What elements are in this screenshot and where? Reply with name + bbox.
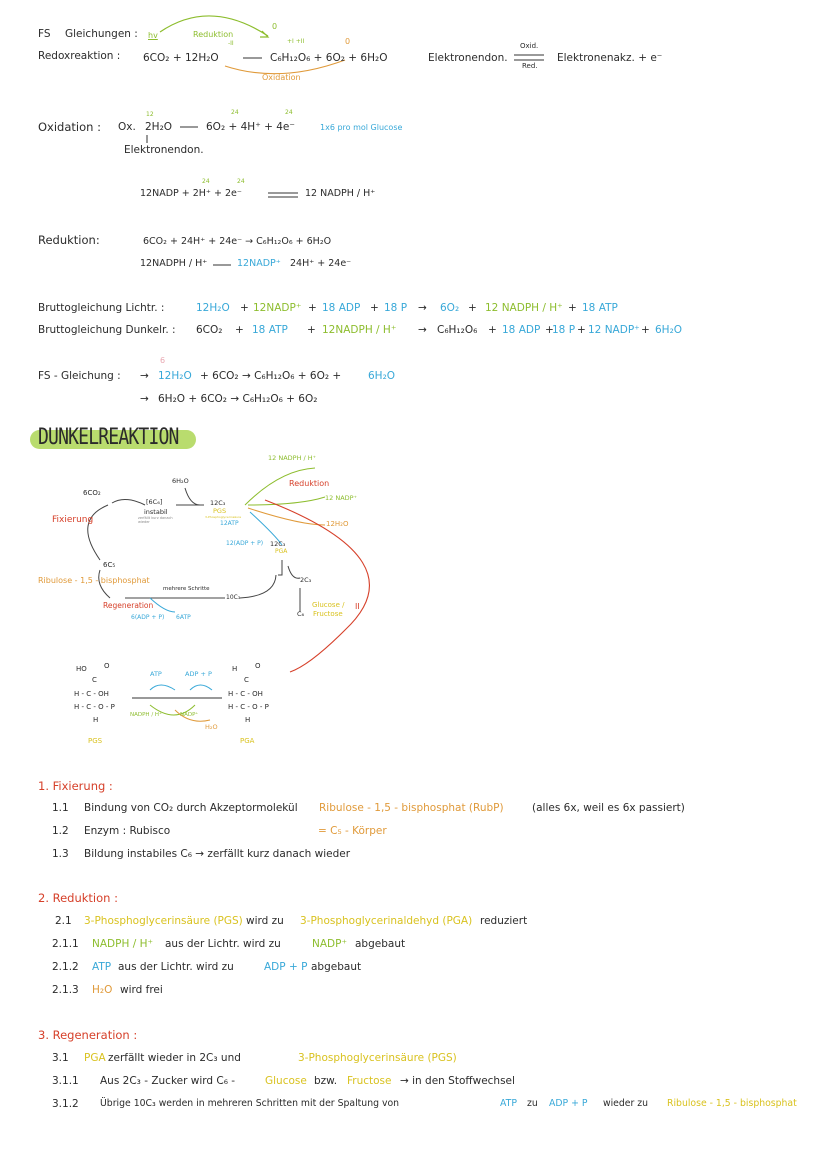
oxidation-bottom-label: Oxidation <box>262 73 301 82</box>
notes-n311-e: → in den Stoffwechsel <box>400 1075 515 1087</box>
notes-n312-e: wieder zu <box>603 1098 649 1109</box>
mol-pga-o: O <box>255 662 261 670</box>
brutto-dark-a: 6CO₂ <box>196 324 223 336</box>
notes-n11-a: Bindung von CO₂ durch Akzeptormolekül <box>84 802 298 814</box>
mol-atp: ATP <box>150 670 162 678</box>
oxidation-eq-mid: 6O₂ + 4H⁺ + 4e⁻ <box>206 121 295 133</box>
notes-n21-a: 3-Phosphoglycerinsäure (PGS) <box>84 915 243 927</box>
reduction-eq2-mid: 12NADP⁺ <box>237 258 281 269</box>
cycle-adp12: 12(ADP + P) <box>226 540 264 547</box>
notes-n212-num: 2.1.2 <box>52 961 79 973</box>
cycle-nadp-out: 12 NADP⁺ <box>325 494 358 502</box>
cycle-atp6: 6ATP <box>176 614 191 621</box>
oxid-small: Oxid. <box>520 42 539 50</box>
cycle-ribulose: Ribulose - 1,5 - bisphosphat <box>38 576 150 585</box>
notes-h1: 1. Fixierung : <box>38 779 113 793</box>
per-glucose: 1x6 pro mol Glucose <box>320 123 403 132</box>
brutto-light-a: 12H₂O <box>196 302 230 314</box>
zero-a: 0 <box>272 22 278 31</box>
mol-adp-curve <box>190 685 212 690</box>
mol-pga-h: H <box>232 665 238 673</box>
mol-pgs-row1: H - C - OH <box>74 690 109 698</box>
fixation-curve <box>88 505 108 560</box>
brutto-dark-label: Bruttogleichung Dunkelr. : <box>38 324 176 336</box>
mol-pga-c: C <box>244 676 249 684</box>
notes-h2: 2. Reduktion : <box>38 891 118 905</box>
notes-n21-num: 2.1 <box>55 915 72 927</box>
cycle-h2o-out: 12H₂O <box>326 520 349 528</box>
notes-n211-a: NADPH / H⁺ <box>92 938 154 950</box>
fs-eq1-b: + 6CO₂ → C₆H₁₂O₆ + 6O₂ + <box>200 370 342 382</box>
notes-n13-a: Bildung instabiles C₆ → zerfällt kurz danach wieder <box>84 848 351 860</box>
mol-pga-h2: H <box>245 716 251 724</box>
brutto-dark-e: 18 ADP <box>502 324 541 336</box>
notes-n31-b: zerfällt wieder in 2C₃ und <box>108 1052 241 1064</box>
brutto-dark-f: 18 P <box>552 324 576 336</box>
notes-n11-c: (alles 6x, weil es 6x passiert) <box>532 802 685 814</box>
cycle-mehrere: mehrere Schritte <box>163 586 210 592</box>
pga-down-arrow <box>278 560 282 575</box>
cycle-fructose: Fructose <box>313 610 343 618</box>
reduktion-top-label: Reduktion <box>193 30 234 39</box>
mol-o-top: O <box>104 662 110 670</box>
notes-n12-b: = C₅ - Körper <box>318 825 387 837</box>
cycle-c3-12: 12C₃ <box>210 499 226 507</box>
regen-atp-curve <box>150 598 175 612</box>
cycle-regeneration: Regeneration <box>103 601 154 610</box>
fs-label: FS <box>38 28 51 40</box>
notes-h3: 3. Regeneration : <box>38 1028 138 1042</box>
notes-n212-c: ADP + P <box>264 961 308 973</box>
cycle-c5: 6C₅ <box>103 561 116 569</box>
notes-n21-d: reduziert <box>480 915 528 927</box>
mol-pgs-c: C <box>92 676 97 684</box>
nadp-sup-a: 24 <box>202 178 210 185</box>
notes-n31-c: 3-Phosphoglycerinsäure (PGS) <box>298 1052 457 1064</box>
reduction-eq2-left: 12NADPH / H⁺ <box>140 258 208 269</box>
fs-equation-label: FS - Gleichung : <box>38 370 121 382</box>
notes-n31-num: 3.1 <box>52 1052 69 1064</box>
electron-acceptor: Elektronenakz. + e⁻ <box>557 52 663 64</box>
brutto-dark-h: 6H₂O <box>655 324 683 336</box>
notes-n211-b: aus der Lichtr. wird zu <box>165 938 281 950</box>
cycle-reduktion: Reduktion <box>289 479 330 488</box>
cycle-c3-2: 2C₃ <box>300 576 312 584</box>
cycle-instabil: instabil <box>144 508 168 516</box>
fs-six: 6 <box>160 356 166 365</box>
notes-n21-b: wird zu <box>246 915 284 927</box>
sup-24a: 24 <box>231 109 239 116</box>
notes-n13-num: 1.3 <box>52 848 69 860</box>
nadp-out-curve <box>248 497 325 505</box>
mol-pgs-h: H <box>93 716 99 724</box>
brutto-light-c: 18 ADP <box>322 302 361 314</box>
hv-label: hv <box>148 31 158 40</box>
mol-pga-label: PGA <box>240 737 255 745</box>
brutto-dark-d: C₆H₁₂O₆ <box>437 324 478 336</box>
mol-h2o: H₂O <box>205 723 218 731</box>
nadp-eq-left: 12NADP + 2H⁺ + 2e⁻ <box>140 188 242 199</box>
fs-eq1-a: 12H₂O <box>158 370 192 382</box>
reduction-eq2-right: 24H⁺ + 24e⁻ <box>290 258 352 269</box>
cycle-pgs: PGS <box>213 507 227 515</box>
sup-12: 12 <box>146 111 154 118</box>
gleichungen-label: Gleichungen : <box>65 28 138 40</box>
notes-n213-b: wird frei <box>120 984 163 996</box>
cycle-c3-10: 10C₃ <box>226 594 241 601</box>
notes-n12-a: Enzym : Rubisco <box>84 825 171 837</box>
plus-one-two: +I +II <box>287 38 305 45</box>
red-link-curve <box>265 500 369 672</box>
brutto-light-b: 12NADP⁺ <box>253 302 302 314</box>
cycle-atp12: 12ATP <box>220 520 239 527</box>
nadp-sup-b: 24 <box>237 178 245 185</box>
notes-n21-c: 3-Phosphoglycerinaldehyd (PGA) <box>300 915 473 927</box>
cycle-instabil-note: zerfällt kurz danach wieder <box>138 516 173 524</box>
brutto-dark-c: 12NADPH / H⁺ <box>322 324 397 336</box>
notes-n31-a: PGA <box>84 1052 106 1064</box>
notes-n12-num: 1.2 <box>52 825 69 837</box>
mol-pgs-row2: H - C - O - P <box>74 703 115 711</box>
cycle-roman2: II <box>355 602 360 611</box>
redox-label: Redoxreaktion : <box>38 50 121 62</box>
brutto-light-d: 18 P <box>384 302 408 314</box>
sup-24b: 24 <box>285 109 293 116</box>
mol-pga-row2: H - C - O - P <box>228 703 269 711</box>
notes-n312-c: zu <box>527 1098 538 1109</box>
notes-n212-a: ATP <box>92 961 112 973</box>
notes-n213-num: 2.1.3 <box>52 984 79 996</box>
nadp-eq-right: 12 NADPH / H⁺ <box>305 188 376 199</box>
notes-n311-b: Glucose <box>265 1075 307 1087</box>
redox-eq-right: C₆H₁₂O₆ + 6O₂ + 6H₂O <box>270 52 388 64</box>
notes-n311-d: Fructose <box>347 1075 392 1087</box>
notes-n211-num: 2.1.1 <box>52 938 79 950</box>
mol-adp-p: ADP + P <box>185 670 212 678</box>
notes-n312-f: Ribulose - 1,5 - bisphosphat <box>667 1098 797 1109</box>
brutto-light-g: 18 ATP <box>582 302 618 314</box>
notes-n212-d: abgebaut <box>311 961 362 973</box>
mol-nadph: NADPH / H⁺ <box>130 712 162 718</box>
notes-n11-b: Ribulose - 1,5 - bisphosphat (RubP) <box>319 802 504 814</box>
notes-n211-d: abgebaut <box>355 938 406 950</box>
oxidation-label: Oxidation : <box>38 120 101 134</box>
notes-n211-c: NADP⁺ <box>312 938 347 950</box>
ox-label: Ox. <box>118 121 136 133</box>
notes-n212-b: aus der Lichtr. wird zu <box>118 961 234 973</box>
reduction-eq1: 6CO₂ + 24H⁺ + 24e⁻ → C₆H₁₂O₆ + 6H₂O <box>143 236 332 247</box>
notes-n213-a: H₂O <box>92 984 113 996</box>
notes-n311-c: bzw. <box>314 1075 338 1087</box>
red-small: Red. <box>522 62 538 70</box>
electron-donor-2: Elektronendon. <box>124 144 204 156</box>
cycle-c6: C₆ <box>297 610 305 618</box>
notes-n312-d: ADP + P <box>549 1098 588 1109</box>
cycle-adp6: 6(ADP + P) <box>131 614 165 621</box>
brutto-light-f: 12 NADPH / H⁺ <box>485 302 563 314</box>
brutto-light-e: 6O₂ <box>440 302 460 314</box>
mol-ho: HO <box>76 665 87 673</box>
water-in-arrow <box>185 488 200 505</box>
brutto-light-label: Bruttogleichung Lichtr. : <box>38 302 165 314</box>
notes-n311-num: 3.1.1 <box>52 1075 79 1087</box>
section-title: DUNKELREAKTION <box>38 425 179 450</box>
cycle-pga: PGA <box>275 548 288 555</box>
cycle-c3-12b: 12C₃ <box>270 540 286 548</box>
mol-nadp: NADP⁺ <box>180 712 199 718</box>
cycle-nadph-top: 12 NADPH / H⁺ <box>268 454 317 462</box>
regen-curve <box>240 575 276 598</box>
notes-n311-a: Aus 2C₃ - Zucker wird C₆ - <box>100 1075 236 1087</box>
cycle-h2o-in: 6H₂O <box>172 477 189 485</box>
notes-n11-num: 1.1 <box>52 802 69 814</box>
zero-b: 0 <box>345 37 351 46</box>
cycle-co2: 6CO₂ <box>83 489 101 497</box>
mol-atp-curve <box>150 685 175 690</box>
cycle-pgs-note: 3-Phosphoglycerinsäure <box>205 515 242 519</box>
minus-two: -II <box>228 40 234 47</box>
cycle-glucose: Glucose / <box>312 601 345 609</box>
co2-arrow <box>112 499 145 505</box>
notes-n312-num: 3.1.2 <box>52 1098 79 1110</box>
brutto-dark-g: 12 NADP⁺ <box>588 324 640 336</box>
cycle-c6-box: [6C₆] <box>146 498 163 506</box>
redox-eq-left: 6CO₂ + 12H₂O <box>143 52 219 64</box>
cycle-fixierung: Fixierung <box>52 515 94 525</box>
mol-pga-row1: H - C - OH <box>228 690 263 698</box>
reduction-label: Reduktion: <box>38 233 100 247</box>
notes-n312-a: Übrige 10C₃ werden in mehreren Schritten mit der Spaltung von <box>100 1098 400 1109</box>
brutto-dark-b: 18 ATP <box>252 324 288 336</box>
fs-eq2: 6H₂O + 6CO₂ → C₆H₁₂O₆ + 6O₂ <box>158 393 318 405</box>
notes-n312-b: ATP <box>500 1098 517 1109</box>
electron-donor: Elektronendon. <box>428 52 508 64</box>
fs-eq1-c: 6H₂O <box>368 370 396 382</box>
pga-split-curve <box>288 566 300 578</box>
oxidation-eq-left: 2H₂O <box>145 121 173 133</box>
mol-pgs-label: PGS <box>88 737 103 745</box>
